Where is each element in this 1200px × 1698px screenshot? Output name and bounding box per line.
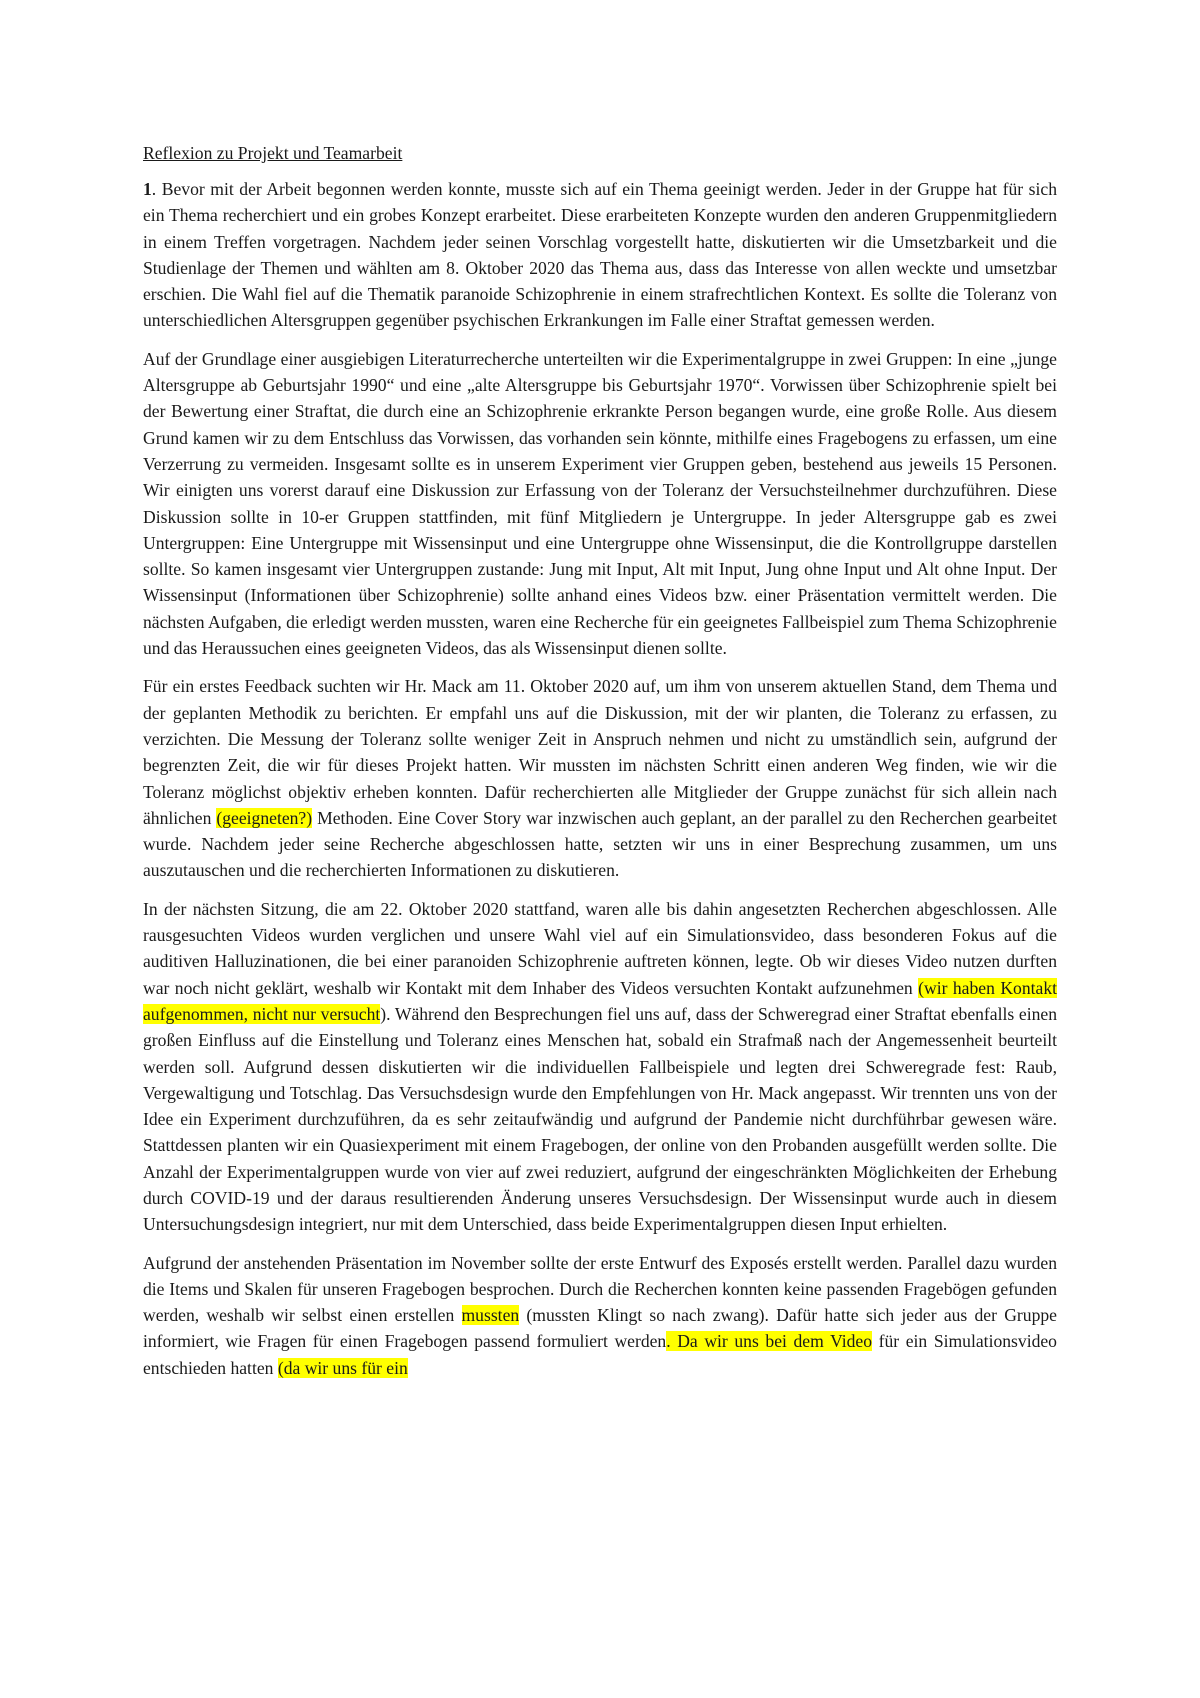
paragraph-1 [143,176,1057,334]
highlight-comment: (da wir uns für ein [277,1357,408,1378]
document-page [143,140,1057,1393]
paragraph-2: Auf der Grundlage einer ausgiebigen Literaturrecherche unterteilten wir die Experimentalgruppe in zwei Gruppen: In eine „junge Altersgruppe ab Geburtsjahr 1990“ und eine „alte Altersgruppe bis Geburtsjahr 1970“. Vorwissen über Schizophrenie spielt bei der Bewertung einer Straftat, die durch eine an Schizophrenie erkrankte Person begangen wurde, eine große Rolle. Aus diesem Grund kamen wir zu dem Entschluss das Vorwissen, das vorhanden sein könnte, mithilfe eines Fragebogens zu erfassen, um eine Verzerrung zu vermeiden. Insgesamt sollte es in unserem Experiment vier Gruppen geben, bestehend aus jeweils 15 Personen. Wir einigten uns vorerst darauf eine Diskussion zur Erfassung von der Toleranz der Versuchsteilnehmer durchzuführen. Diese Diskussion sollte in 10-er Gruppen stattfinden, mit fünf Mitgliedern je Untergruppe. In jeder Altersgruppe gab es zwei Untergruppen: Eine Untergruppe mit Wissensinput und eine Untergruppe ohne Wissensinput, die die Kontrollgruppe darstellen sollte. So kamen insgesamt vier Untergruppen zustande: Jung mit Input, Alt mit Input, Jung ohne Input und Alt ohne Input. Der Wissensinput (Informationen über Schizophrenie) sollte anhand eines Videos bzw. einer Präsentation vermittelt werden. Die nächsten Aufgaben, die erledigt werden mussten, waren eine Recherche für ein geeignetes Fallbeispiel zum Thema Schizophrenie und das Heraussuchen eines geeigneten Videos, das als Wissensinput dienen sollte. [143,348,1057,659]
paragraph-4 [143,896,1057,1238]
paragraph-1-text: . Bevor mit der Arbeit begonnen werden konnte, musste sich auf ein Thema geeinigt werden. Jeder in der Gruppe hat für sich ein Thema recherchiert und ein grobes Konzept erarbeitet. Diese erarbeiteten Konzepte wurden den anderen Gruppenmitgliedern in einem Treffen vorgetragen. Nachdem jeder seinen Vorschlag vorgestellt hatte, diskutierten wir die Umsetzbarkeit und die Studienlage der Themen und wählten am 8. Oktober 2020 das Thema aus, dass das Interesse von allen weckte und umsetzbar erschien. Die Wahl fiel auf die Thematik paranoide Schizophrenie in einem strafrechtlichen Kontext. Es sollte die Toleranz von unterschiedlichen Altersgruppen gegenüber psychischen Erkrankungen im Falle einer Straftat gemessen werden. [143,179,1057,331]
highlight-comment: (wir haben Kontakt aufgenommen, nicht nur versucht [143,977,1057,1024]
paragraph-4-text-a: In der nächsten Sitzung, die am 22. Oktober 2020 stattfand, waren alle bis dahin angesetzten Recherchen abgeschlossen. Alle rausgesuchten Videos wurden verglichen und unsere Wahl viel auf ein Simulationsvideo, dass besonderen Fokus auf die auditiven Halluzinationen, die bei einer paranoiden Schizophrenie auftreten können, legte. Ob wir dieses Video nutzen durften war noch nicht geklärt, weshalb wir Kontakt mit dem Inhaber des Videos versuchten Kontakt aufzunehmen [143,898,1057,998]
paragraph-3-text-b: Methoden. Eine Cover Story war inzwischen auch geplant, an der parallel zu den Recherchen gearbeitet wurde. Nachdem jeder seine Recherche abgeschlossen hatte, setzten wir uns in einer Besprechung zusammen, um uns auszutauschen und die recherchierten Informationen zu diskutieren. [143,807,1057,881]
highlight-comment: (geeigneten?) [216,807,313,828]
paragraph-5-text-a: Aufgrund der anstehenden Präsentation im November sollte der erste Entwurf des Exposés erstellt werden. Parallel dazu wurden die Items und Skalen für unseren Fragebogen besprochen. Durch die Recherchen konnten keine passenden Fragebögen gefunden werden, weshalb wir selbst einen erstellen [143,1252,1057,1326]
highlight-comment: . Da wir uns bei dem Video [666,1331,873,1352]
paragraph-5-text-b: (mussten Klingt so nach zwang). Dafür hatte sich jeder aus der Gruppe informiert, wie Fragen für einen Fragebogen passend formuliert werden [143,1305,1057,1352]
paragraph-5-text-c: für ein Simulationsvideo entschieden hatten [143,1331,1057,1378]
highlight-comment: mussten [461,1305,520,1326]
document-title: Reflexion zu Projekt und Teamarbeit [143,143,403,163]
paragraph-3-text-a: Für ein erstes Feedback suchten wir Hr. Mack am 11. Oktober 2020 auf, um ihm von unserem aktuellen Stand, dem Thema und der geplanten Methodik zu berichten. Er empfahl uns auf die Diskussion, mit der wir planten, die Toleranz zu erfassen, zu verzichten. Die Messung der Toleranz sollte weniger Zeit in Anspruch nehmen und nicht zu umständlich sein, aufgrund der begrenzten Zeit, die wir für dieses Projekt hatten. Wir mussten im nächsten Schritt einen anderen Weg finden, wie wir die Toleranz möglichst objektiv erheben konnten. Dafür recherchierten alle Mitglieder der Gruppe zunächst für sich allein nach ähnlichen [143,676,1057,828]
section-number: 1 [143,179,152,199]
paragraph-5 [143,1250,1057,1381]
paragraph-3 [143,673,1057,883]
paragraph-4-text-b: ). Während den Besprechungen fiel uns auf, dass der Schweregrad einer Straftat ebenfalls einen großen Einfluss auf die Einstellung und Toleranz eines Menschen hat, sobald ein Strafmaß nach der Angemessenheit beurteilt werden soll. Aufgrund dessen diskutierten wir die individuellen Fallbeispiele und legten drei Schweregrade fest: Raub, Vergewaltigung und Totschlag. Das Versuchsdesign wurde den Empfehlungen von Hr. Mack angepasst. Wir trennten uns von der Idee ein Experiment durchzuführen, da es sehr zeitaufwändig und aufgrund der Pandemie nicht durchführbar gewesen wäre. Stattdessen planten wir ein Quasiexperiment mit einem Fragebogen, der online von den Probanden ausgefüllt werden sollte. Die Anzahl der Experimentalgruppen wurde von vier auf zwei reduziert, aufgrund der eingeschränkten Möglichkeiten der Erhebung durch COVID-19 und der daraus resultierenden Änderung unseres Versuchsdesign. Der Wissensinput wurde auch in diesem Untersuchungsdesign integriert, nur mit dem Unterschied, dass beide Experimentalgruppen diesen Input erhielten. [143,1003,1057,1235]
